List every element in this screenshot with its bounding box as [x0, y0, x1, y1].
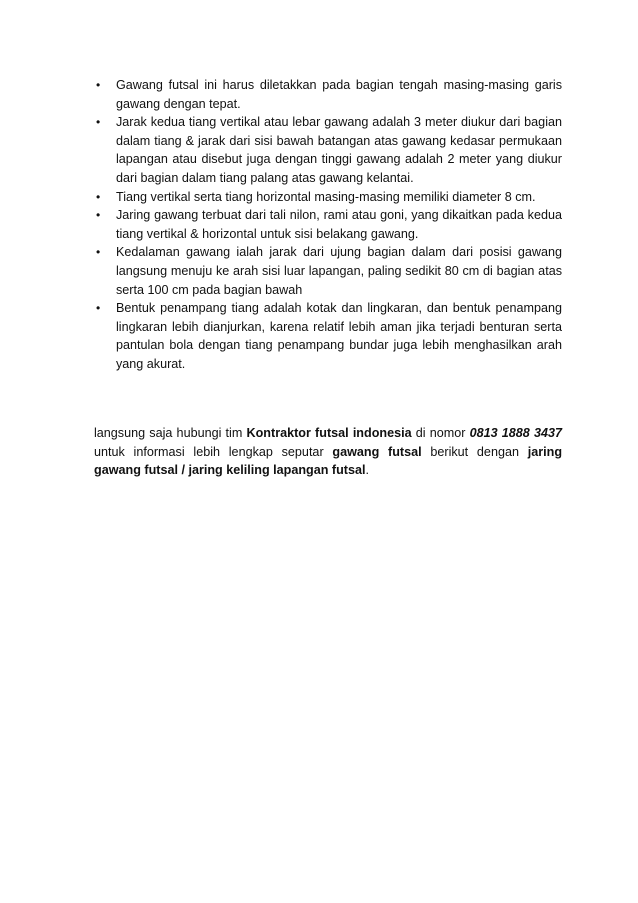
list-item — [94, 206, 562, 243]
list-item — [94, 113, 562, 187]
closing-text: langsung saja hubungi tim — [94, 426, 247, 440]
bullet-icon: • — [96, 78, 101, 92]
list-item-text: Jarak kedua tiang vertikal atau lebar gawang adalah 3 meter diukur dari bagian dalam tiang & jarak dari sisi bawah batangan atas gawang kedasar permukaan lapangan atau disebut juga dengan tinggi gawang adalah 2 meter yang diukur dari bagian dalam tiang palang atas gawang kelantai. — [116, 115, 562, 185]
bullet-icon: • — [96, 189, 101, 204]
bullet-icon: • — [96, 208, 101, 223]
list-item — [94, 299, 562, 373]
closing-text: berikut dengan — [421, 444, 528, 459]
closing-text: untuk informasi lebih lengkap seputar — [94, 444, 333, 459]
closing-text: . — [365, 463, 370, 478]
list-item-text: Tiang vertikal serta tiang horizontal masing-masing memiliki diameter 8 cm. — [116, 189, 536, 204]
list-item-text: Gawang futsal ini harus diletakkan pada bagian tengah masing-masing garis gawang dengan tepat. — [116, 78, 562, 111]
bullet-icon: • — [96, 301, 101, 316]
bullet-icon: • — [96, 115, 101, 130]
keyword-jaring-gawang: jaring gawang futsal / jaring keliling lapangan futsal — [94, 444, 563, 478]
list-item-text: Bentuk penampang tiang adalah kotak dan lingkaran, dan bentuk penampang lingkaran lebih dianjurkan, karena relatif lebih aman jika terjadi benturan serta pantulan bola dengan tiang penampang bundar juga lebih menghasilkan arah yang akurat. — [116, 301, 562, 371]
list-item — [94, 188, 562, 207]
closing-paragraph — [94, 424, 562, 480]
bullet-icon: • — [96, 245, 101, 260]
bullet-list — [94, 76, 562, 374]
list-item-text: Jaring gawang terbuat dari tali nilon, rami atau goni, yang dikaitkan pada kedua tiang vertikal & horizontal untuk sisi belakang gawang. — [116, 208, 562, 241]
company-name: Kontraktor futsal indonesia — [246, 426, 412, 440]
phone-number: 0813 1888 3437 — [469, 426, 562, 440]
list-item — [94, 243, 562, 299]
list-item — [94, 76, 562, 113]
keyword-gawang-futsal: gawang futsal — [332, 444, 422, 459]
closing-text: di nomor — [411, 426, 470, 440]
list-item-text: Kedalaman gawang ialah jarak dari ujung bagian dalam dari posisi gawang langsung menuju ke arah sisi luar lapangan, paling sedikit 80 cm di bagian atas serta 100 cm pada bagian bawah — [116, 245, 562, 297]
